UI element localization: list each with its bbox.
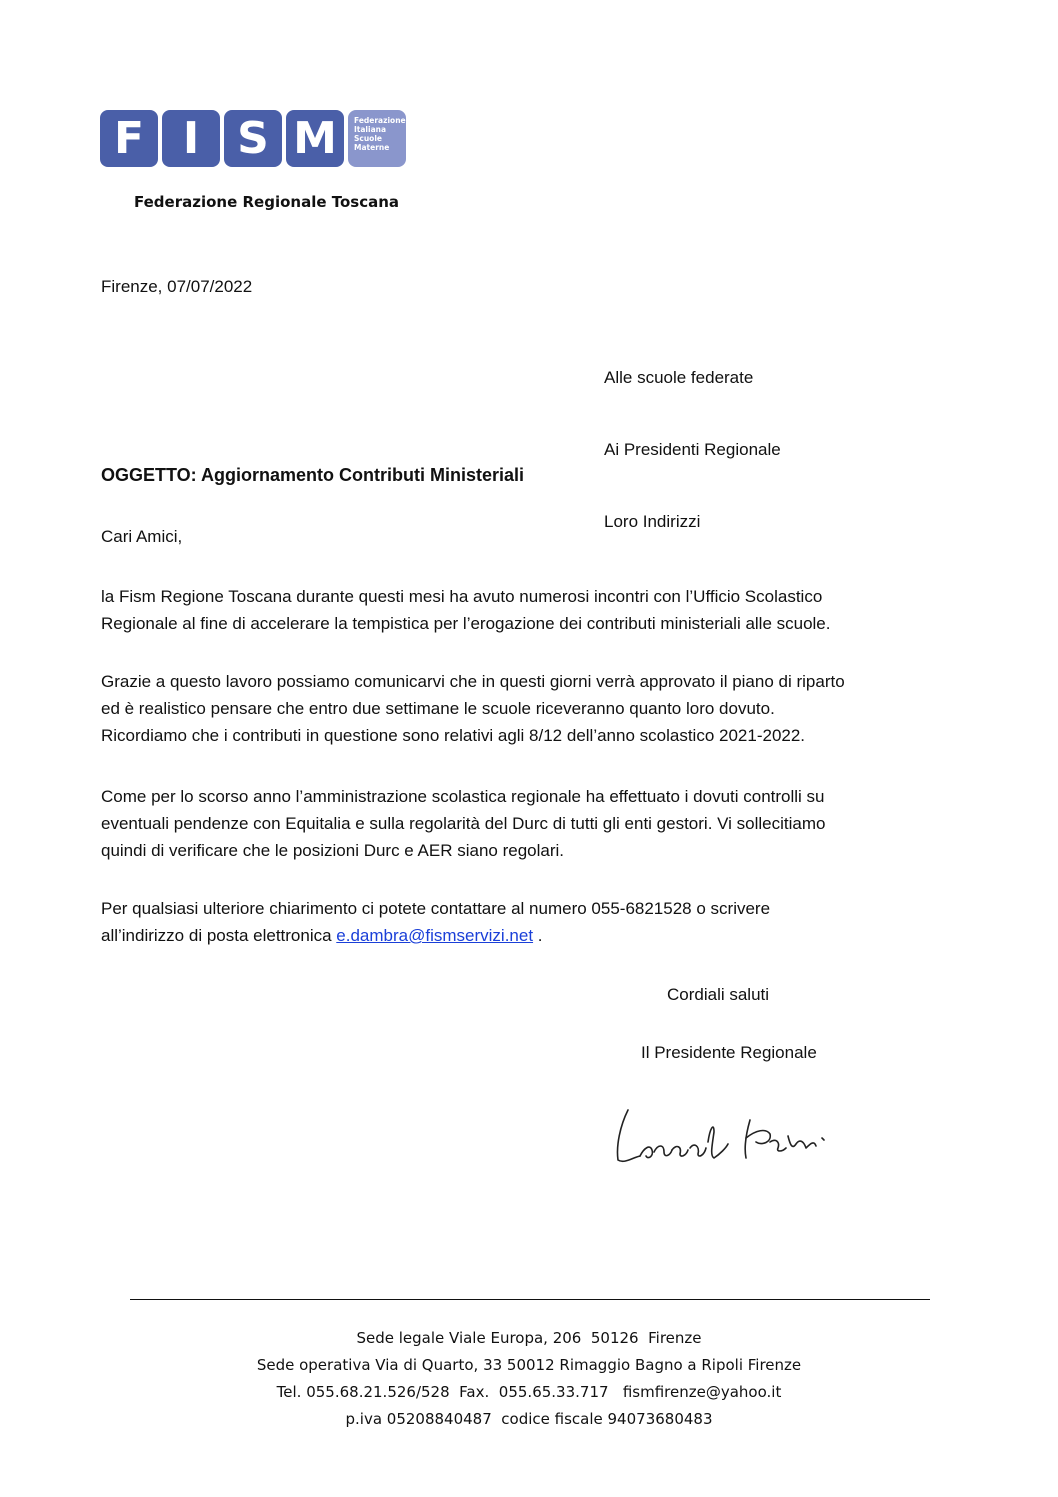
email-suffix-text: . bbox=[533, 926, 543, 945]
paragraph-line: Per qualsiasi ulteriore chiarimento ci potete contattare al numero 055-6821528 o scrivere bbox=[101, 899, 771, 918]
paragraph-line: eventuali pendenze con Equitalia e sulla regolarità del Durc di tutti gli enti gestori. Vi sollecitiamo bbox=[101, 814, 826, 833]
paragraph-line: Regionale al fine di accelerare la tempistica per l’erogazione dei contributi ministeriali alle scuole. bbox=[101, 614, 831, 633]
recipient-line: Ai Presidenti Regionale bbox=[604, 440, 781, 459]
footer-line: p.iva 05208840487 codice fiscale 94073680483 bbox=[345, 1410, 713, 1428]
paragraph-4 bbox=[101, 895, 981, 949]
paragraph-3 bbox=[101, 783, 981, 864]
paragraph-line: Grazie a questo lavoro possiamo comunicarvi che in questi giorni verrà approvato il piano di riparto bbox=[101, 672, 845, 691]
paragraph-line bbox=[101, 922, 981, 949]
fism-logo bbox=[100, 110, 406, 167]
paragraph-line: la Fism Regione Toscana durante questi mesi ha avuto numerosi incontri con l’Ufficio Scolastico bbox=[101, 587, 823, 606]
paragraph-2 bbox=[101, 668, 981, 749]
logo-letter-i: I bbox=[162, 110, 220, 167]
paragraph-line: ed è realistico pensare che entro due settimane le scuole riceveranno quanto loro dovuto. bbox=[101, 699, 775, 718]
recipients-block bbox=[604, 318, 781, 558]
handwritten-signature bbox=[610, 1098, 850, 1178]
letter-greeting: Cari Amici, bbox=[101, 527, 183, 546]
paragraph-line: Ricordiamo che i contributi in questione sono relativi agli 8/12 dell’anno scolastico 2021-2022. bbox=[101, 726, 806, 745]
logo-letter-s: S bbox=[224, 110, 282, 167]
footer-line: Sede legale Viale Europa, 206 50126 Firenze bbox=[356, 1329, 702, 1347]
logo-letter-f: F bbox=[100, 110, 158, 167]
logo-side-text: Federazione Italiana Scuole Materne bbox=[348, 110, 406, 167]
recipient-line: Loro Indirizzi bbox=[604, 512, 701, 531]
email-prefix-text: all’indirizzo di posta elettronica bbox=[101, 926, 337, 945]
paragraph-line: Come per lo scorso anno l’amministrazione scolastica regionale ha effettuato i dovuti controlli su bbox=[101, 787, 825, 806]
footer-line: Tel. 055.68.21.526/528 Fax. 055.65.33.717 fismfirenze@yahoo.it bbox=[276, 1383, 782, 1401]
logo-letter-m: M bbox=[286, 110, 344, 167]
federation-name: Federazione Regionale Toscana bbox=[134, 193, 400, 211]
paragraph-1 bbox=[101, 583, 981, 637]
paragraph-line: quindi di verificare che le posizioni Durc e AER siano regolari. bbox=[101, 841, 565, 860]
closing-salutation: Cordiali saluti bbox=[667, 985, 770, 1004]
letter-date: Firenze, 07/07/2022 bbox=[101, 277, 253, 296]
footer bbox=[129, 1325, 929, 1433]
recipient-line: Alle scuole federate bbox=[604, 368, 754, 387]
email-link[interactable]: e.dambra@fismservizi.net bbox=[336, 926, 534, 945]
letter-subject: OGGETTO: Aggiornamento Contributi Ministeriali bbox=[101, 465, 524, 485]
footer-line: Sede operativa Via di Quarto, 33 50012 Rimaggio Bagno a Ripoli Firenze bbox=[256, 1356, 802, 1374]
footer-divider bbox=[130, 1299, 930, 1300]
signatory-title: Il Presidente Regionale bbox=[641, 1043, 817, 1062]
